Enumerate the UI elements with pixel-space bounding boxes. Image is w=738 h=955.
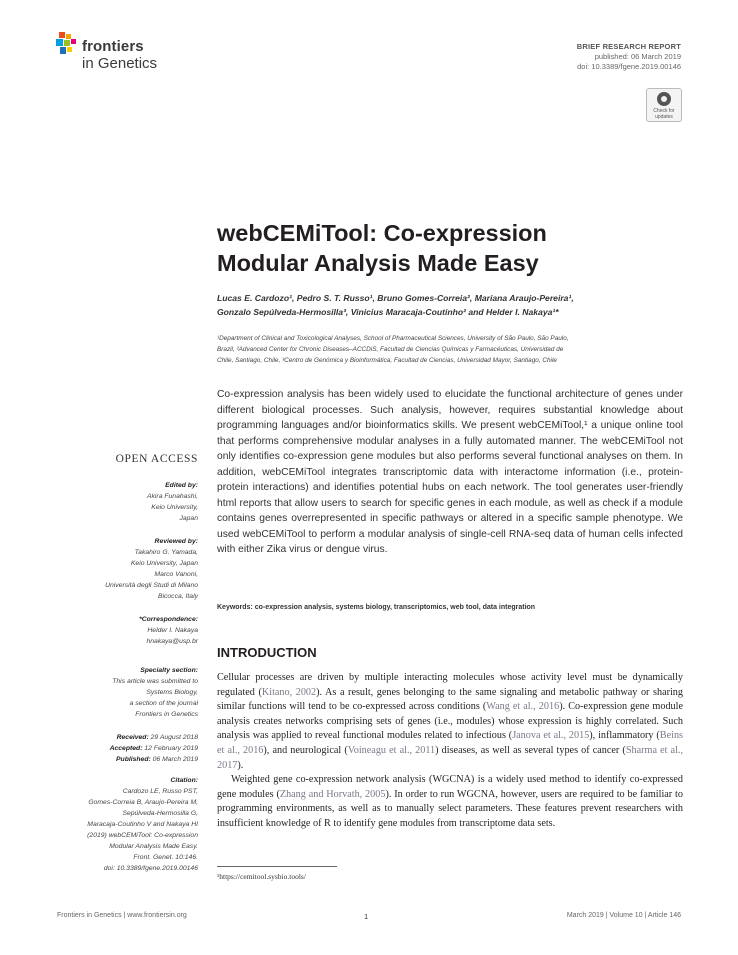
- section-heading: INTRODUCTION: [217, 645, 317, 660]
- article-dates: [50, 732, 198, 765]
- citation-link[interactable]: Wang et al., 2016: [486, 701, 560, 713]
- journal-logo-subtitle: in Genetics: [82, 55, 158, 72]
- check-for-updates-button[interactable]: [646, 88, 682, 122]
- article-title: [217, 218, 657, 278]
- affiliation-line: ¹Department of Clinical and Toxicological Analyses, School of Pharmaceutical Sciences, University of São Paulo, São Paulo,: [217, 335, 569, 342]
- badge-label: Check for: [653, 108, 675, 114]
- affiliation-line: Brazil, ²Advanced Center for Chronic Diseases–ACCDiS, Facultad de Ciencias Químicas y Farmacéuticas, Universidad de: [217, 346, 564, 353]
- keywords: [217, 604, 683, 611]
- author-line: Gonzalo Sepúlveda-Hermosilla³, Vinicius Maracaja-Coutinho² and Helder I. Nakaya¹*: [217, 307, 559, 317]
- footnote-divider: [217, 866, 337, 867]
- citation-box: [50, 775, 198, 874]
- sidebar-text: Frontiers in Genetics: [135, 711, 198, 718]
- keywords-label: Keywords:: [217, 604, 253, 611]
- footer-journal-link[interactable]: Frontiers in Genetics | www.frontiersin.org: [57, 912, 187, 919]
- sidebar-text: Takahiro G. Yamada,: [134, 549, 198, 556]
- title-line: Modular Analysis Made Easy: [217, 250, 539, 276]
- sidebar-label: *Correspondence:: [139, 616, 198, 623]
- paragraph: Cellular processes are driven by multiple interacting molecules whose activity level must be dynamically regulated (Kitano, 2002). As a result, genes belonging to the same signaling and metabolic pathway or sharing similar functions will tend to be co-expressed across conditions (Wang et al., 2016). Co-expression gene module analysis creates networks comprising sets of genes (i.e., modules) whose expression is highly correlated. Such analysis was applied to reveal functional modules related to infectious (Janova et al., 2015), inflammatory (Beins et al., 2016), and neurological (Voineagu et al., 2011) diseases, as well as several types of cancer (Sharma et al., 2017).: [217, 672, 684, 771]
- sidebar-text: Marco Vanoni,: [154, 571, 198, 578]
- citation-doi[interactable]: doi: 10.3389/fgene.2019.00146: [103, 865, 198, 872]
- keywords-list: co-expression analysis, systems biology, transcriptomics, web tool, data integration: [254, 604, 536, 611]
- citation-link[interactable]: Janova et al., 2015: [512, 730, 590, 742]
- reviewed-by: [50, 536, 198, 602]
- sidebar-label: Reviewed by:: [154, 538, 198, 545]
- sidebar-text: Gomes-Correia B, Araujo-Pereira M,: [88, 799, 198, 806]
- badge-label-2: updates: [655, 114, 673, 120]
- sidebar-text: Sepúlveda-Hermosilla G,: [122, 810, 198, 817]
- sidebar-text: This article was submitted to: [112, 678, 198, 685]
- sidebar-text: (2019) webCEMiTool: Co-expression: [87, 832, 198, 839]
- published-date-side: Published: 06 March 2019: [116, 756, 198, 763]
- open-access-label: OPEN ACCESS: [115, 453, 198, 465]
- correspondence-email[interactable]: hnakaya@usp.br: [146, 638, 198, 645]
- accepted-date: Accepted: 12 February 2019: [109, 745, 198, 752]
- article-header-info: [577, 42, 681, 72]
- sidebar-text: Modular Analysis Made Easy.: [109, 843, 198, 850]
- citation-link[interactable]: Kitano, 2002: [261, 686, 317, 698]
- sidebar-text: Front. Genet. 10:146.: [133, 854, 198, 861]
- citation-link[interactable]: Sharma et al., 2017: [217, 744, 683, 771]
- specialty-section: [50, 665, 198, 720]
- sidebar-text: Helder I. Nakaya: [147, 627, 198, 634]
- citation-link[interactable]: Zhang and Horvath, 2005: [279, 788, 386, 800]
- title-line: webCEMiTool: Co-expression: [217, 220, 547, 246]
- frontiers-logo-icon: [56, 32, 78, 56]
- paragraph: Weighted gene co-expression network analysis (WGCNA) is a widely used method to identify co-expressed gene modules (Zhang and Horvath, 2005). In order to run WGCNA, however, users are required to be familiar to programming environments, as well as to manually select parameters. These features prevent researchers with insufficient knowledge of R to identify gene modules from transcriptome data sets.: [217, 774, 683, 829]
- sidebar-text: Maracaja-Coutinho V and Nakaya HI: [87, 821, 198, 828]
- sidebar-text: Japan: [179, 515, 198, 522]
- affiliations: [217, 333, 677, 366]
- updates-icon: [657, 92, 671, 106]
- sidebar-label: Edited by:: [165, 482, 198, 489]
- citation-link[interactable]: Voineagu et al., 2011: [347, 744, 436, 756]
- correspondence: [50, 614, 198, 647]
- introduction-body: [217, 671, 683, 832]
- sidebar-text: Keio University, Japan: [130, 560, 198, 567]
- sidebar-text: Keio University,: [151, 504, 198, 511]
- article-doi[interactable]: doi: 10.3389/fgene.2019.00146: [577, 62, 681, 71]
- sidebar-text: a section of the journal: [129, 700, 198, 707]
- footnote-link[interactable]: ¹https://cemitool.sysbio.tools/: [217, 872, 306, 881]
- sidebar-label: Citation:: [170, 777, 198, 784]
- journal-logo-name: frontiers: [82, 38, 144, 55]
- citation-link[interactable]: Beins et al., 2016: [217, 730, 684, 756]
- sidebar-label: Specialty section:: [140, 667, 198, 674]
- author-list: [217, 291, 677, 319]
- affiliation-line: Chile, Santiago, Chile, ³Centro de Genómica y Bioinformática, Facultad de Ciencias, Universidad Mayor, Santiago, Chile: [217, 357, 557, 364]
- abstract: Co-expression analysis has been widely used to elucidate the functional architecture of genes under different biological processes. Such analysis, however, requires substantial knowledge about programming languages and/or bioinformatics skills. We present webCEMiTool,¹ a unique online tool that performs comprehensive modular analyses in a fully automated manner. The webCEMiTool not only identifies co-expression gene modules but also performs several functional analyses on them. In addition, webCEMiTool integrates transcriptomic data with interactome information (i.e., protein-protein interactions) and identifies potential hubs on each network. The tool generates user-friendly html reports that allow users to search for specific genes in each module, as well as check if a module contains genes overrepresented in specific pathways or altered in a specific sample phenotype. We used webCEMiTool to perform a modular analysis of single-cell RNA-seq data of human cells infected with either Zika virus or dengue virus.: [217, 389, 683, 555]
- sidebar-text: Università degli Studi di Milano: [105, 582, 198, 589]
- published-date: published: 06 March 2019: [594, 52, 681, 61]
- sidebar-text: Bicocca, Italy: [157, 593, 198, 600]
- sidebar-text: Akira Funahashi,: [146, 493, 198, 500]
- sidebar-text: Systems Biology,: [146, 689, 198, 696]
- edited-by: [50, 480, 198, 524]
- sidebar-text: Cardozo LE, Russo PST,: [122, 788, 198, 795]
- page-number: 1: [364, 912, 369, 921]
- author-line: Lucas E. Cardozo¹, Pedro S. T. Russo¹, Bruno Gomes-Correia², Mariana Araujo-Pereira¹,: [217, 293, 574, 303]
- report-type: BRIEF RESEARCH REPORT: [576, 42, 681, 51]
- received-date: Received: 29 August 2018: [116, 734, 198, 741]
- footer-issue-info: March 2019 | Volume 10 | Article 146: [566, 912, 681, 919]
